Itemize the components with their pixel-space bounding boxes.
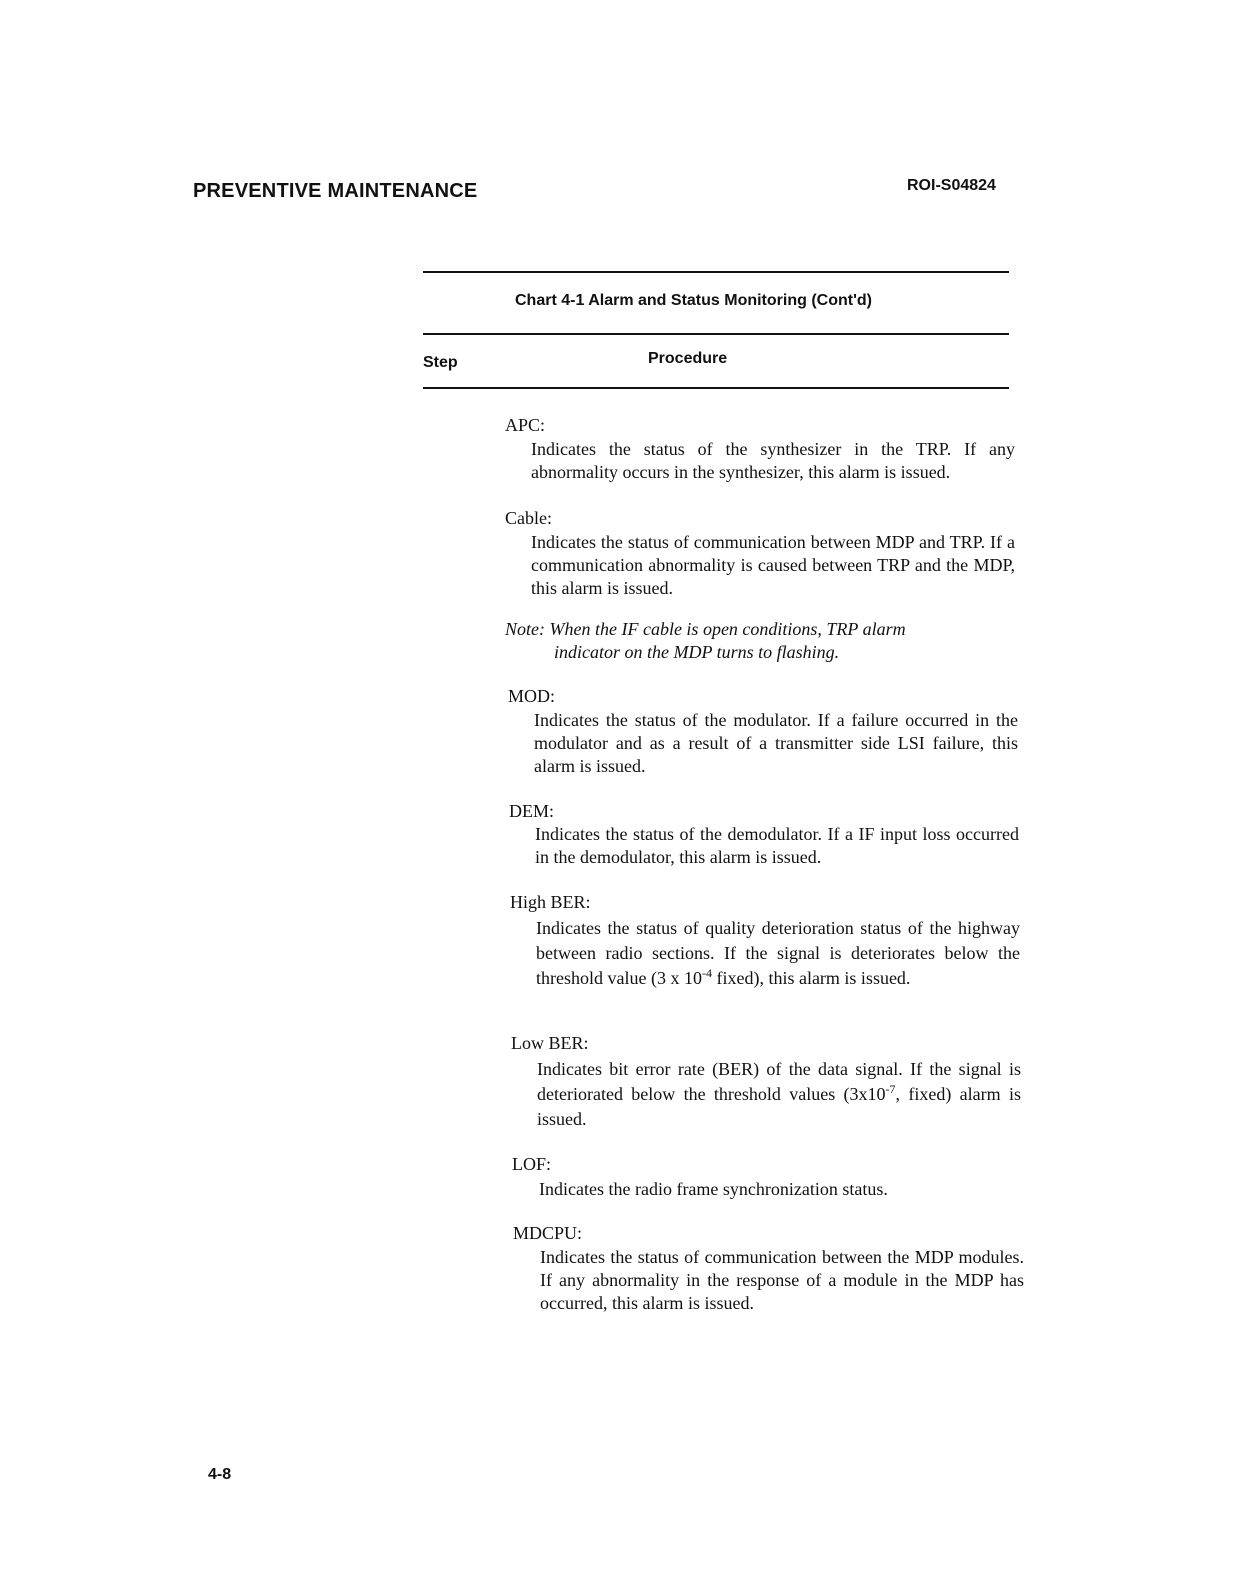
chart-top-rule xyxy=(423,271,1009,273)
dem-label: DEM: xyxy=(509,801,554,821)
column-header-step: Step xyxy=(423,354,458,371)
cable-label: Cable: xyxy=(505,508,552,528)
note-line-2: indicator on the MDP turns to flashing. xyxy=(554,642,840,662)
column-header-rule xyxy=(423,387,1009,389)
high-ber-text-a: Indicates the status of quality deterioration status of the highway between radio sections. If the signal is deteriorates below the threshold value (3 x 10 xyxy=(536,918,1020,988)
apc-description: Indicates the status of the synthesizer in the TRP. If any abnormality occurs in the synthesizer, this alarm is issued. xyxy=(531,439,1015,482)
low-ber-description xyxy=(537,1057,1021,1132)
mdcpu-label: MDCPU: xyxy=(513,1223,583,1243)
mod-description: Indicates the status of the modulator. If a failure occurred in the modulator and as a result of a transmitter side LSI failure, this alarm is issued. xyxy=(534,710,1018,776)
section-title: PREVENTIVE MAINTENANCE xyxy=(193,180,478,202)
cable-description: Indicates the status of communication between MDP and TRP. If a communication abnormality is caused between TRP and the MDP, this alarm is issued. xyxy=(531,532,1015,598)
note-line-1: Note: When the IF cable is open conditions, TRP alarm xyxy=(505,619,906,639)
high-ber-description xyxy=(536,916,1020,991)
note xyxy=(505,618,1013,664)
document-id: ROI-S04824 xyxy=(907,177,996,194)
high-ber-text-b: fixed), this alarm is issued. xyxy=(711,968,911,988)
low-ber-text-b: , fixed) alarm is issued. xyxy=(537,1084,1021,1129)
mod-label: MOD: xyxy=(508,686,556,706)
low-ber-exponent: -7 xyxy=(885,1082,896,1096)
mdcpu-description: Indicates the status of communication between the MDP modules. If any abnormality in the response of a module in the MDP has occurred, this alarm is issued. xyxy=(540,1247,1024,1313)
lof-label: LOF: xyxy=(512,1154,552,1174)
high-ber-exponent: -4 xyxy=(701,966,712,980)
dem-description: Indicates the status of the demodulator. If a IF input loss occurred in the demodulator, this alarm is issued. xyxy=(535,824,1019,867)
page-number: 4-8 xyxy=(208,1466,232,1483)
apc-label: APC: xyxy=(505,415,546,435)
column-header-procedure: Procedure xyxy=(648,350,728,367)
lof-description: Indicates the radio frame synchronization status. xyxy=(539,1179,888,1199)
chart-title: Chart 4-1 Alarm and Status Monitoring (Cont'd) xyxy=(515,292,872,309)
high-ber-label: High BER: xyxy=(510,892,591,912)
chart-title-rule xyxy=(423,333,1009,335)
low-ber-text-a: Indicates bit error rate (BER) of the data signal. If the signal is deteriorated below the threshold values (3x10 xyxy=(537,1059,1021,1104)
low-ber-label: Low BER: xyxy=(511,1033,589,1053)
